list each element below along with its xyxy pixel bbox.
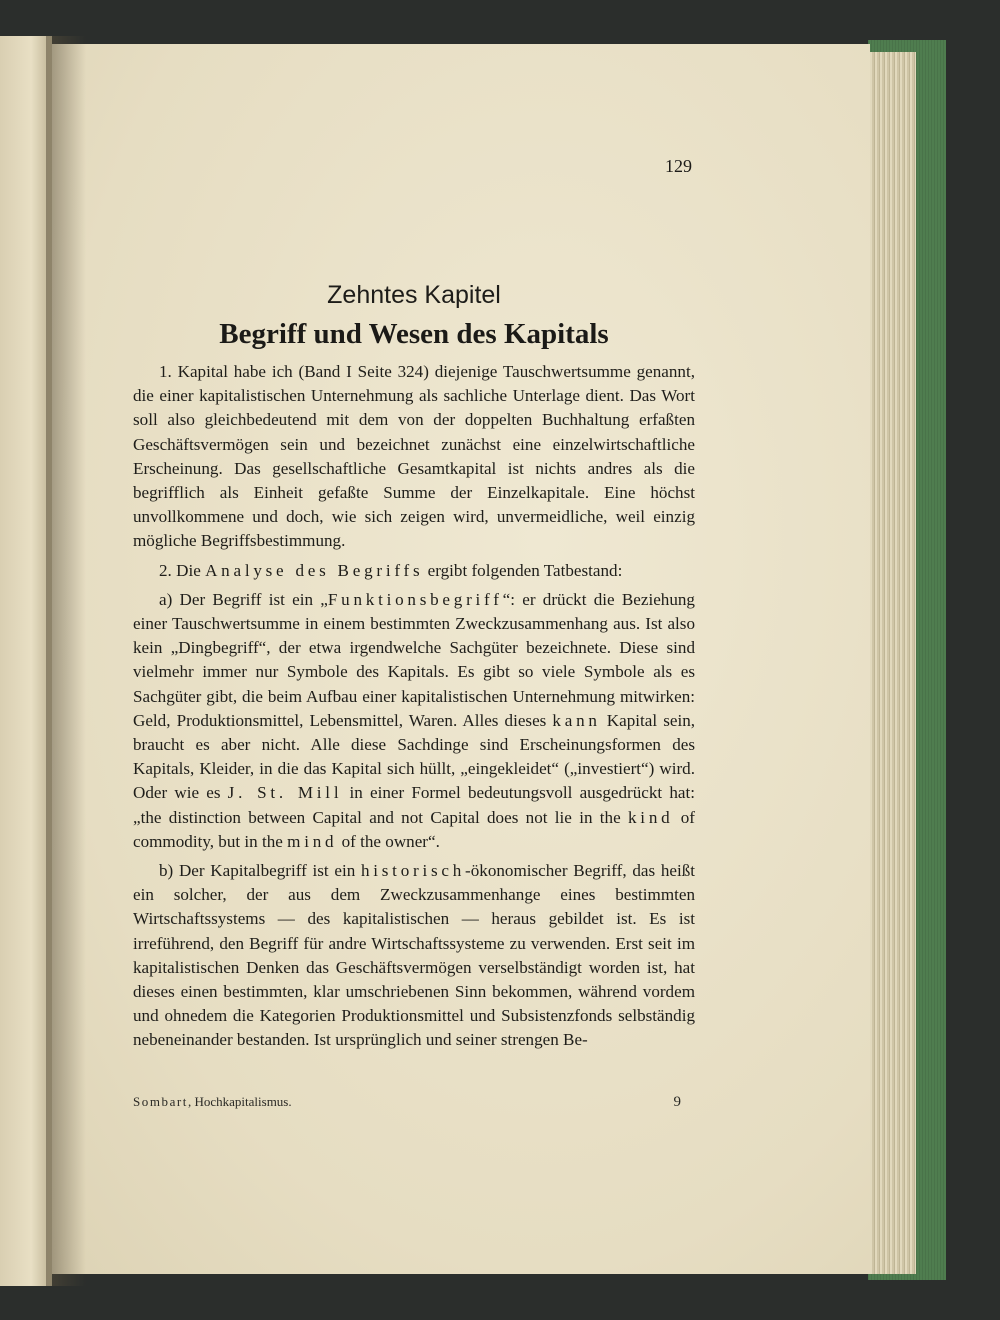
paragraph [133, 588, 695, 854]
page-block-edge [862, 52, 916, 1274]
text-run: ergibt folgenden Tatbestand: [423, 560, 623, 580]
page-footer [133, 1094, 695, 1110]
spaced-emphasis: kann [552, 710, 601, 730]
text-run: a) Der Begriff ist ein „ [159, 589, 328, 609]
paragraph [133, 360, 695, 554]
paragraph [133, 859, 695, 1053]
chapter-title: Begriff und Wesen des Kapitals [219, 318, 609, 350]
text-run: of the owner“. [337, 831, 440, 851]
spaced-emphasis: J. St. Mill [227, 783, 343, 803]
book-gutter [46, 36, 86, 1286]
spaced-emphasis: Analyse des Begriffs [205, 560, 424, 580]
text-run: 2. Die [159, 560, 206, 580]
text-run: “: er drückt die Beziehung einer Tauschwertsumme in einem bestimmten Zweckzusammenhang aus. Ist also kein „Dingbegriff“, der etwa irgendwelche Sachgüter bezeichnete. Diese sind vielmehr immer nur Symbole des Kapitals. Es gibt so viele Symbole als es Sachgüter gibt, die beim Aufbau einer kapitalistischen Unternehmung mitwirken: Geld, Produktionsmittel, Lebensmittel, Waren. Alles dieses [133, 589, 695, 730]
paragraph [133, 559, 695, 583]
text-run: of commodity, but in the [133, 807, 696, 851]
signature-mark: 9 [673, 1094, 681, 1110]
page-number: 129 [665, 156, 692, 176]
text-run: Kapital sein, braucht es aber nicht. Alle diese Sachdinge sind Erscheinungsformen des Kapitals, Kleider, in die das Kapital sich hüllt, „eingekleidet“ („investiert“) wird. Oder wie es [133, 710, 696, 803]
chapter-label: Zehntes Kapitel [327, 281, 501, 309]
spaced-emphasis: mind [287, 831, 338, 851]
left-page-edge [0, 36, 52, 1286]
footer-title: , Hochkapitalismus. [187, 1094, 292, 1109]
text-run: in einer Formel bedeutungsvoll ausgedrückt hat: „the distinction between Capital and not Capital does not lie in the [133, 783, 695, 827]
spaced-emphasis: historisch [360, 861, 466, 881]
text-run: 1. Kapital habe ich (Band I Seite 324) diejenige Tauschwertsumme genannt, die einer kapitalistischen Unternehmung als sachliche Unterlage dient. Das Wort soll also gleichbedeutend mit dem von der doppelten Buchhaltung erfaßten Geschäftsvermögen sein und bezeichnet zunächst eine einzelwirtschaftliche Erscheinung. Das gesellschaftliche Gesamtkapital ist nichts andres als die begrifflich als Einheit gefaßte Summe der Einzelkapitale. Eine höchst unvollkommene und doch, wie sich zeigen wird, unvermeidliche, weil einzig mögliche Begriffsbestimmung. [133, 362, 695, 551]
spaced-emphasis: kind [628, 807, 674, 827]
footer-author: Sombart [133, 1094, 188, 1109]
body-text [133, 360, 695, 1058]
text-run: -ökonomischer Begriff, das heißt ein solcher, der aus dem Zweckzusammenhange eines bestimmten Wirtschaftssystems — des kapitalistischen — heraus gebildet ist. Es ist irreführend, den Begriff für andre Wirtschaftssysteme zu verwenden. Erst seit im kapitalistischen Denken das Geschäftsvermögen verselbständigt worden ist, hat dieses einen bestimmten, klar umschriebenen Sinn bekommen, während vordem und ohnedem die Kategorien Produktionsmittel und Subsistenzfonds selbständig nebeneinander bestanden. Ist ursprünglich und seiner strengen Be- [133, 861, 695, 1050]
text-run: b) Der Kapitalbegriff ist ein [159, 861, 361, 881]
spaced-emphasis: Funktionsbegriff [327, 589, 503, 609]
